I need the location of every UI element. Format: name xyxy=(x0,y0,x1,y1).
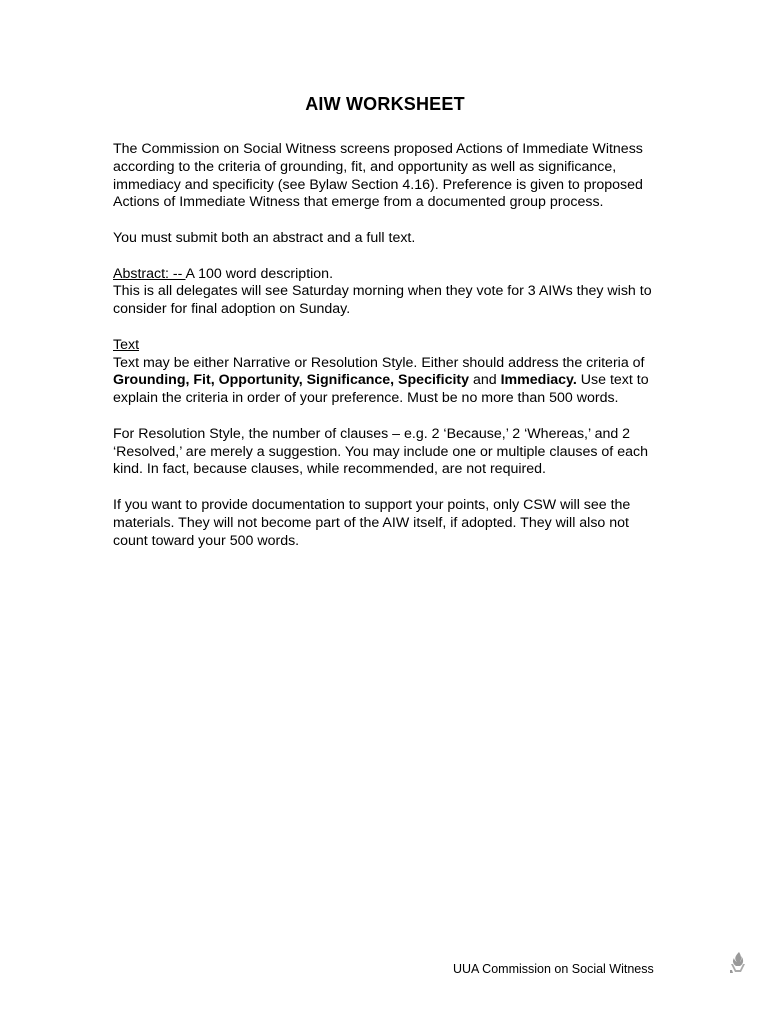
text-heading: Text xyxy=(113,336,140,353)
documentation-paragraph: If you want to provide documentation to support your points, only CSW will see the materials. They will not become part of the AIW itself, if adopted. They will also not count toward your 500 words. xyxy=(113,496,631,549)
flaming-chalice-icon xyxy=(726,950,750,974)
text-instructions: Use text to explain the criteria in order of your preference. Must be no more than 500 words. xyxy=(113,372,649,407)
criteria-immediacy: Immediacy. xyxy=(500,372,577,389)
submit-paragraph: You must submit both an abstract and a full text. xyxy=(113,229,416,246)
abstract-lead: A 100 word description. xyxy=(185,265,334,282)
intro-paragraph: The Commission on Social Witness screens proposed Actions of Immediate Witness according to the criteria of grounding, fit, and opportunity as well as significance, immediacy and specificity (see Bylaw Section 4.16). Preference is given to proposed Actions of Immediate Witness that emerge from a documented group process. xyxy=(113,141,643,211)
abstract-body: This is all delegates will see Saturday morning when they vote for 3 AIWs they wish to consider for final adoption on Sunday. xyxy=(113,283,652,318)
document-body xyxy=(113,141,659,568)
text-section xyxy=(113,337,659,408)
page-footer: UUA Commission on Social Witness xyxy=(453,962,654,973)
criteria-list: Grounding, Fit, Opportunity, Significance, Specificity xyxy=(113,372,470,389)
abstract-heading: Abstract: -- xyxy=(113,265,186,282)
text-intro: Text may be either Narrative or Resolution Style. Either should address the criteria of xyxy=(113,354,645,371)
page-title: AIW WORKSHEET xyxy=(305,94,465,114)
abstract-section xyxy=(113,266,659,319)
text-and: and xyxy=(469,372,501,389)
resolution-paragraph: For Resolution Style, the number of clauses – e.g. 2 ‘Because,’ 2 ‘Whereas,’ and 2 ‘Resolved,’ are merely a suggestion. You may include one or multiple clauses of each kind. In fact, because clauses, while recommended, are not required. xyxy=(113,425,648,478)
